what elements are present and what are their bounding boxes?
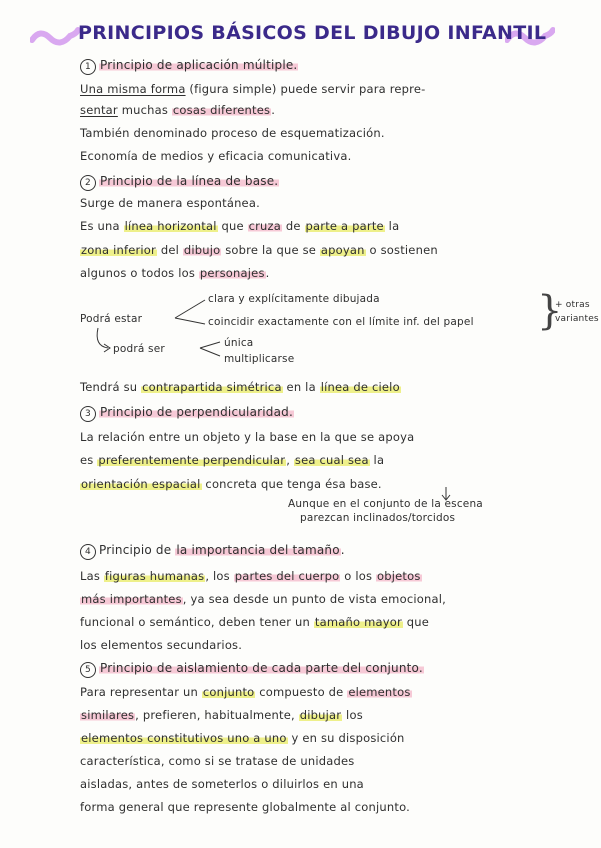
tree-branch-a: clara y explícitamente dibujada bbox=[208, 293, 380, 305]
section-3-note-1: Aunque en el conjunto de la escena bbox=[288, 498, 483, 510]
section-1-line-3: También denominado proceso de esquematización. bbox=[80, 126, 385, 140]
section-2-line-4: algunos o todos los personajes. bbox=[80, 266, 270, 280]
section-number: 4 bbox=[80, 544, 96, 560]
tree-branch-c2: multiplicarse bbox=[224, 353, 295, 365]
section-1-heading: 1 Principio de aplicación múltiple. bbox=[80, 58, 298, 75]
section-5-line-6: forma general que represente globalmente al conjunto. bbox=[80, 800, 410, 814]
section-2-line-3: zona inferior del dibujo sobre la que se apoyan o sostienen bbox=[81, 243, 438, 257]
tree-branch-c1: única bbox=[224, 337, 254, 349]
section-5-line-5: aisladas, antes de someterlos o diluirlos en una bbox=[80, 777, 364, 791]
section-2-line-1: Surge de manera espontánea. bbox=[80, 196, 260, 210]
right-brace: } bbox=[537, 288, 563, 334]
page-title: PRINCIPIOS BÁSICOS DEL DIBUJO INFANTIL bbox=[78, 22, 547, 44]
section-3-line-3: orientación espacial concreta que tenga ésa base. bbox=[81, 477, 382, 491]
section-number: 5 bbox=[80, 662, 96, 678]
section-4-line-4: los elementos secundarios. bbox=[80, 638, 243, 652]
section-3-heading: 3 Principio de perpendicularidad. bbox=[80, 405, 294, 422]
section-1-line-1: Una misma forma (figura simple) puede servir para repre- bbox=[80, 82, 426, 96]
section-1-line-4: Economía de medios y eficacia comunicativa. bbox=[80, 149, 352, 163]
section-4-line-2: más importantes, ya sea desde un punto de vista emocional, bbox=[81, 592, 446, 606]
section-2-line-2: Es una línea horizontal que cruza de parte a parte la bbox=[80, 219, 400, 233]
tree-branch-c: podrá ser bbox=[113, 343, 165, 355]
section-5-line-4: característica, como si se tratase de unidades bbox=[80, 754, 355, 768]
tree-side-2: variantes bbox=[555, 314, 599, 324]
section-2-heading: 2 Principio de la línea de base. bbox=[80, 174, 279, 191]
tree-side-1: + otras bbox=[555, 300, 590, 310]
section-3-line-1: La relación entre un objeto y la base en la que se apoya bbox=[80, 430, 415, 444]
left-swirl-icon bbox=[30, 26, 80, 48]
section-4-heading: 4 Principio de la importancia del tamaño. bbox=[80, 543, 345, 560]
section-5-line-1: Para representar un conjunto compuesto de elementos bbox=[80, 685, 411, 699]
section-number: 1 bbox=[80, 59, 96, 75]
section-5-heading: 5 Principio de aislamiento de cada parte del conjunto. bbox=[80, 661, 424, 678]
section-5-line-3: elementos constitutivos uno a uno y en su disposición bbox=[81, 731, 405, 745]
section-3-note-2: parezcan inclinados/torcidos bbox=[300, 512, 456, 524]
section-number: 3 bbox=[80, 406, 96, 422]
section-number: 2 bbox=[80, 175, 96, 191]
section-3-line-2: es preferentemente perpendicular, sea cual sea la bbox=[80, 453, 385, 467]
section-1-line-2: sentar muchas cosas diferentes. bbox=[80, 103, 276, 117]
section-5-line-2: similares, prefieren, habitualmente, dibujar los bbox=[81, 708, 363, 722]
section-4-line-3: funcional o semántico, deben tener un tamaño mayor que bbox=[80, 615, 430, 629]
tree-branch-b: coincidir exactamente con el límite inf. del papel bbox=[208, 316, 474, 328]
tree-root: Podrá estar bbox=[80, 313, 143, 325]
section-4-line-1: Las figuras humanas, los partes del cuerpo o los objetos bbox=[80, 569, 421, 583]
section-2-line-5: Tendrá su contrapartida simétrica en la línea de cielo bbox=[80, 380, 400, 394]
